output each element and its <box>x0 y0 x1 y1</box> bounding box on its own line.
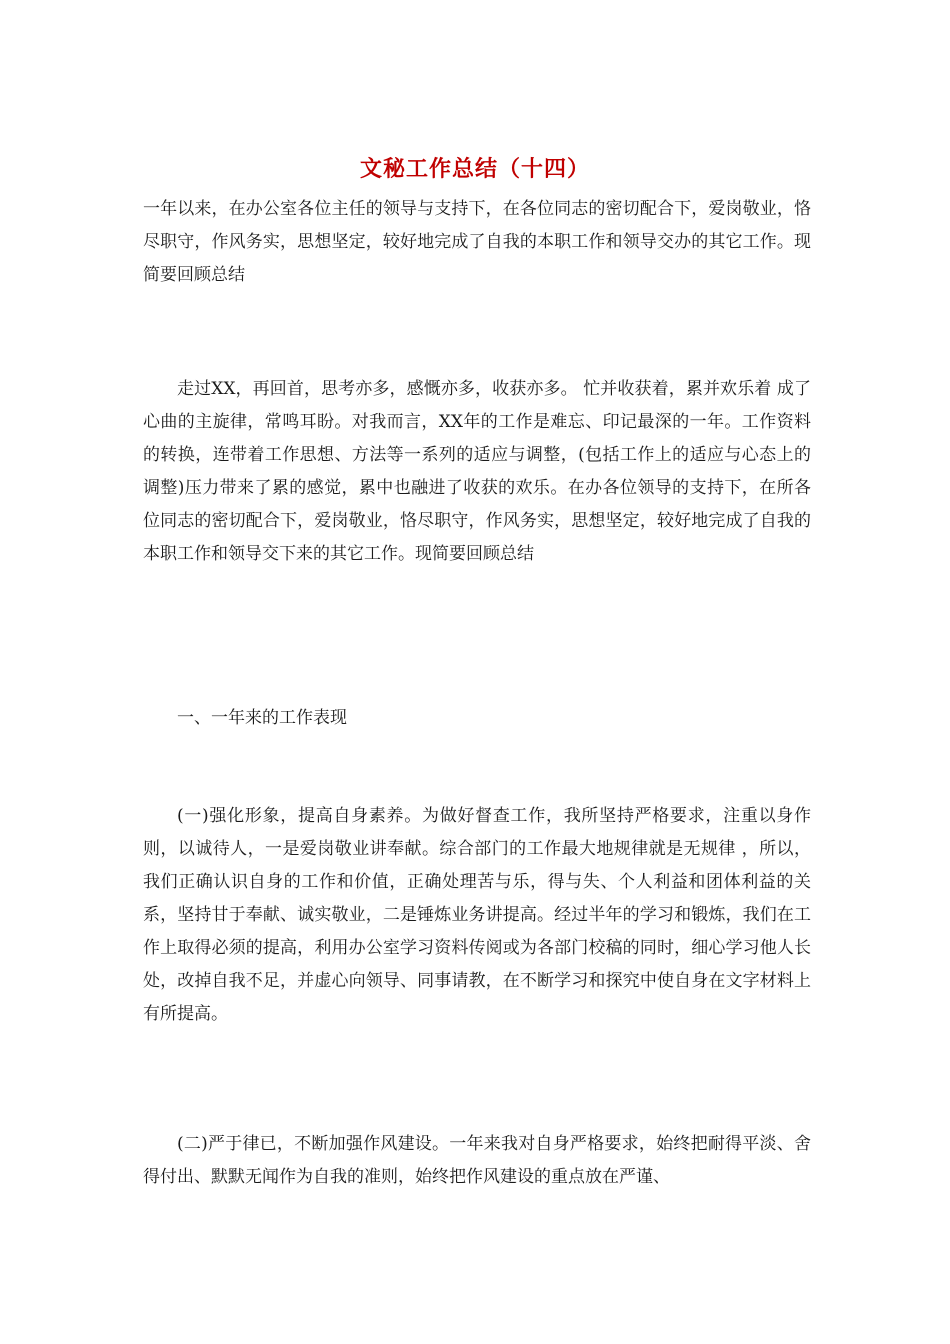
paragraph-subsection-1: (一)强化形象，提高自身素养。为做好督查工作，我所坚持严格要求，注重以身作则，以诚待人，一是爱岗敬业讲奉献。综合部门的工作最大地规律就是无规律 ，所以，我们正确认识自身的工作和价值，正确处理苦与乐，得与失、个人利益和团体利益的关系，坚持甘于奉献、诚实敬业，二是锤炼业务讲提高。经过半年的学习和锻炼，我们在工作上取得必须的提高，利用办公室学习资料传阅或为各部门校稿的同时，细心学习他人长处，改掉自我不足，并虚心向领导、同事请教，在不断学习和探究中使自身在文字材料上有所提高。 <box>143 806 811 1024</box>
paragraph-intro: 一年以来，在办公室各位主任的领导与支持下，在各位同志的密切配合下，爱岗敬业，恪尽职守，作风务实，思想坚定，较好地完成了自我的本职工作和领导交办的其它工作。现简要回顾总结 <box>143 199 811 285</box>
document-title: 文秘工作总结（十四） <box>359 156 590 182</box>
paragraph-review: 走过XX，再回首，思考亦多，感慨亦多，收获亦多。 忙并收获着，累并欢乐着 成了心曲的主旋律，常鸣耳盼。对我而言，XX年的工作是难忘、印记最深的一年。工作资料的转换，连带着工作思想、方法等一系列的适应与调整，(包括工作上的适应与心态上的调整)压力带来了累的感觉，累中也融进了收获的欢乐。在办各位领导的支持下，在所各位同志的密切配合下，爱岗敬业，恪尽职守，作风务实，思想坚定，较好地完成了自我的本职工作和领导交下来的其它工作。现简要回顾总结 <box>143 379 811 564</box>
section-heading-work-performance: 一、一年来的工作表现 <box>177 708 347 728</box>
paragraph-subsection-2: (二)严于律已，不断加强作风建设。一年来我对自身严格要求，始终把耐得平淡、舍得付出、默默无闻作为自我的准则，始终把作风建设的重点放在严谨、 <box>143 1134 811 1187</box>
